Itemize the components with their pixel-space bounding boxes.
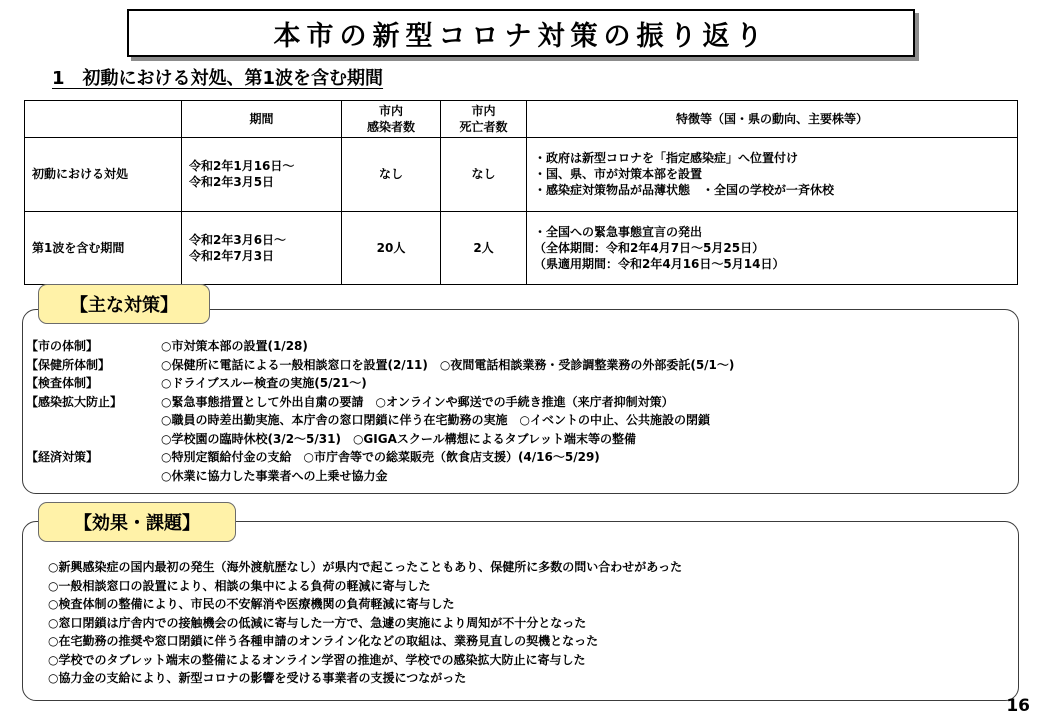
measure-text: ○保健所に電話による一般相談窓口を設置(2/11) ○夜間電話相談業務・受診調整業務の外部委託(5/1～) [161,357,735,372]
list-item [26,448,734,467]
list-item [26,411,734,430]
list-item [26,393,734,412]
row-deaths: 2人 [441,211,527,285]
measure-category [26,467,161,486]
measure-text: ○緊急事態措置として外出自粛の要請 ○オンラインや郵送での手続き推進（来庁者抑制対策） [161,394,674,409]
measure-text: ○市対策本部の設置(1/28) [161,339,308,353]
list-item: ○協力金の支給により、新型コロナの影響を受ける事業者の支援につながった [48,671,467,685]
list-item: ○在宅勤務の推奨や窓口閉鎖に伴う各種申請のオンライン化などの取組は、業務見直しの契機となった [48,634,599,648]
row-features: ・政府は新型コロナを「指定感染症」へ位置付け ・国、県、市が対策本部を設置 ・感染症対策物品が品薄状態 ・全国の学校が一斉休校 [527,138,1018,212]
measure-text: ○特別定額給付金の支給 ○市庁舎等での総菜販売（飲食店支援）(4/16～5/29) [161,450,600,464]
table-row [25,211,1018,285]
measures-heading: 【主な対策】 [38,284,210,324]
header-cases: 市内 感染者数 [342,101,441,138]
list-item [26,374,734,393]
list-item: ○新興感染症の国内最初の発生（海外渡航歴なし）が県内で起こったこともあり、保健所に多数の問い合わせがあった [48,560,683,574]
measures-list [26,337,734,485]
row-cases: なし [342,138,441,212]
header-period: 期間 [182,101,342,138]
row-period: 令和2年3月6日～ 令和2年7月3日 [182,211,342,285]
row-deaths: なし [441,138,527,212]
list-item: ○一般相談窓口の設置により、相談の集中による負荷の軽減に寄与した [48,578,431,593]
measure-text: ○ドライブスルー検査の実施(5/21～) [161,376,367,390]
measure-category: 【感染拡大防止】 [26,394,123,409]
header-features: 特徴等（国・県の動向、主要株等） [527,101,1018,138]
measure-text: ○休業に協力した事業者への上乗せ協力金 [161,468,388,483]
row-period: 令和2年1月16日～ 令和2年3月5日 [182,138,342,212]
measure-category: 【検査体制】 [26,376,99,390]
measure-text: ○職員の時差出勤実施、本庁舎の窓口閉鎖に伴う在宅勤務の実施 ○イベントの中止、公共施設の閉鎖 [161,413,710,427]
row-label: 第1波を含む期間 [25,211,182,285]
measure-category: 【保健所体制】 [26,357,111,372]
summary-table [24,100,1018,285]
row-cases: 20人 [342,211,441,285]
table-row [25,138,1018,212]
page-number: 16 [1006,696,1030,716]
measure-category: 【市の体制】 [26,339,99,353]
page-title: 本市の新型コロナ対策の振り返り [127,9,915,57]
list-item [26,467,734,486]
effects-heading: 【効果・課題】 [38,502,236,542]
measure-category: 【経済対策】 [26,450,99,464]
row-features: ・全国への緊急事態宣言の発出 （全体期間：令和2年4月7日～5月25日） （県適用期間：令和2年4月16日～5月14日） [527,211,1018,285]
row-label: 初動における対処 [25,138,182,212]
header-label [25,101,182,138]
measure-text: ○学校園の臨時休校(3/2～5/31) ○GIGAスクール構想によるタブレット端末等の整備 [161,431,637,446]
measure-category [26,430,161,449]
effects-list [48,558,682,688]
list-item [26,430,734,449]
list-item: ○窓口閉鎖は庁舎内での接触機会の低減に寄与した一方で、急遽の実施により周知が不十分となった [48,615,587,630]
list-item [26,337,734,356]
header-deaths: 市内 死亡者数 [441,101,527,138]
list-item: ○学校でのタブレット端末の整備によるオンライン学習の推進が、学校での感染拡大防止に寄与した [48,652,586,667]
measure-category [26,411,161,430]
table-header-row [25,101,1018,138]
list-item: ○検査体制の整備により、市民の不安解消や医療機関の負荷軽減に寄与した [48,597,455,611]
list-item [26,356,734,375]
section-heading: 1 初動における対処、第1波を含む期間 [52,68,384,89]
